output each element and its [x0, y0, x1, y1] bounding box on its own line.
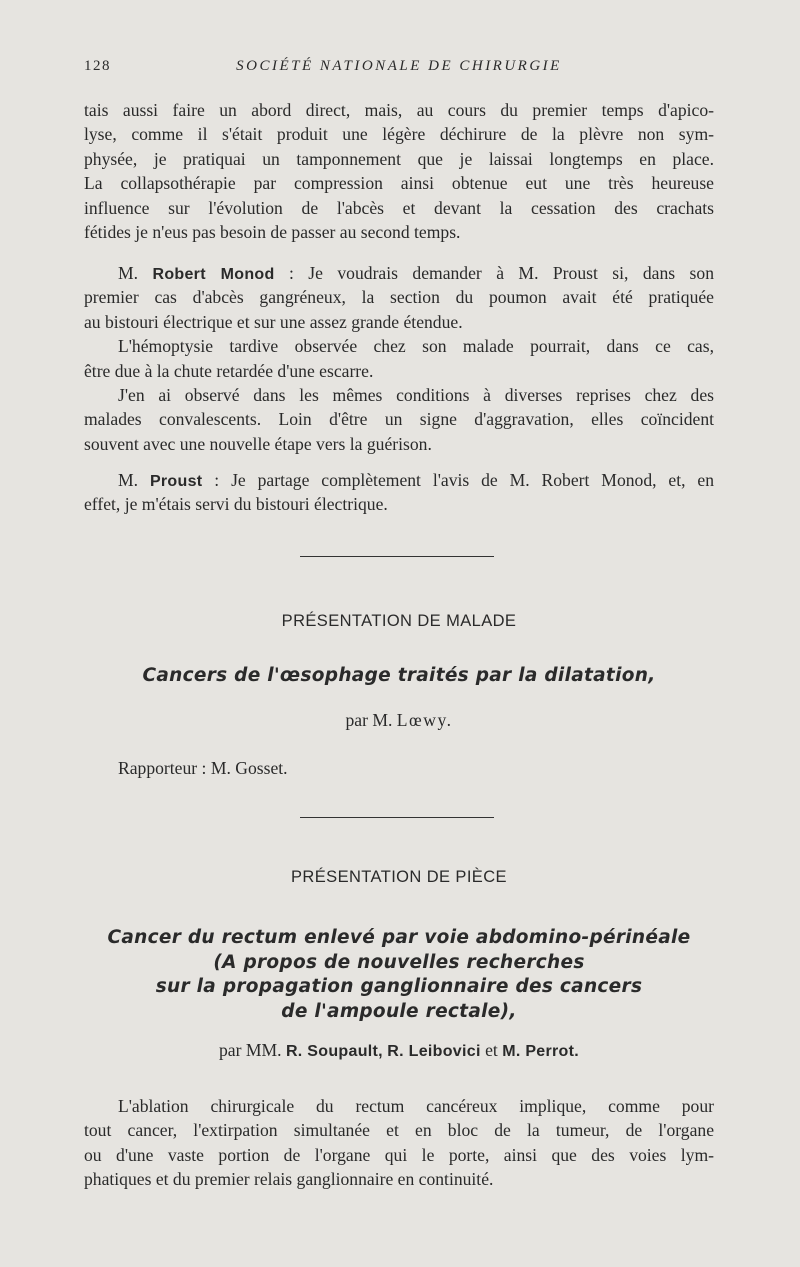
byline	[84, 1040, 714, 1061]
speaker-text: : Je partage complètement l'avis de M. Robert Monod, et, en	[202, 470, 714, 490]
author-name: Lœwy.	[396, 710, 453, 730]
author-name: R. Leibovici	[387, 1043, 481, 1060]
text-line: J'en ai observé dans les mêmes conditions à diverses reprises chez des	[118, 384, 714, 405]
page-header	[84, 58, 714, 82]
speaker-prefix: M.	[118, 470, 150, 490]
author-name: M. Perrot.	[502, 1043, 579, 1060]
text-line: au bistouri électrique et sur une assez grande étendue.	[84, 311, 463, 332]
text-line: phatiques et du premier relais ganglionnaire en continuité.	[84, 1169, 494, 1190]
text-line: L'ablation chirurgicale du rectum cancéreux implique, comme pour	[118, 1096, 714, 1116]
byline	[84, 710, 714, 731]
title-line: de l'ampoule rectale),	[281, 1000, 517, 1022]
speaker-name: Proust	[149, 473, 203, 490]
page-number: 128	[84, 58, 111, 74]
byline-prefix: par MM.	[219, 1040, 286, 1060]
byline-conjunction: et	[480, 1040, 503, 1060]
article-title	[84, 926, 714, 1024]
text-line: être due à la chute retardée d'une escarre.	[84, 360, 374, 381]
running-title: SOCIÉTÉ NATIONALE DE CHIRURGIE	[236, 58, 562, 74]
text-line: premier cas d'abcès gangréneux, la section du poumon avait été pratiquée	[84, 287, 714, 308]
article-title: Cancers de l'œsophage traités par la dilatation,	[142, 665, 656, 686]
paragraph-apicolyse	[84, 98, 714, 244]
text-line: ou d'une vaste portion de l'organe qui le porte, ainsi que des voies lym-	[84, 1144, 714, 1165]
rapporteur-line: Rapporteur : M. Gosset.	[118, 758, 288, 778]
text-line: fétides je n'eus pas besoin de passer au second temps.	[84, 221, 461, 242]
text-line: L'hémoptysie tardive observée chez son malade pourrait, dans ce cas,	[118, 336, 714, 357]
byline-prefix: par M.	[345, 710, 397, 730]
speaker-name: Robert Monod	[152, 266, 275, 283]
monod-remarks	[84, 261, 714, 456]
title-line: Cancer du rectum enlevé par voie abdomino-périnéale	[107, 927, 691, 948]
speaker-line	[84, 468, 714, 492]
section-heading: PRÉSENTATION DE MALADE	[281, 612, 517, 630]
title-line: (A propos de nouvelles recherches	[213, 951, 585, 973]
speaker-line	[84, 261, 714, 285]
proust-reply	[84, 468, 714, 517]
paragraph-ablation	[84, 1094, 714, 1192]
speaker-prefix: M.	[118, 263, 153, 283]
text-line: tais aussi faire un abord direct, mais, au cours du premier temps d'apico-	[84, 100, 714, 120]
text-line: La collapsothérapie par compression ainsi obtenue eut une très heureuse	[84, 173, 714, 194]
section-divider	[300, 817, 494, 818]
text-line: physée, je pratiquai un tamponnement que je laissai longtemps en place.	[84, 148, 714, 169]
section-divider	[300, 556, 494, 557]
text-line: effet, je m'étais servi du bistouri électrique.	[84, 494, 388, 515]
author-name: R. Soupault,	[285, 1043, 383, 1060]
section-heading: PRÉSENTATION DE PIÈCE	[291, 868, 507, 886]
text-line: tout cancer, l'extirpation simultanée et en bloc de la tumeur, de l'organe	[84, 1120, 714, 1141]
speaker-text: : Je voudrais demander à M. Proust si, dans son	[274, 263, 714, 283]
text-line: lyse, comme il s'était produit une légère déchirure de la plèvre non sym-	[84, 124, 714, 145]
text-line: influence sur l'évolution de l'abcès et devant la cessation des crachats	[84, 197, 714, 218]
text-line: souvent avec une nouvelle étape vers la guérison.	[84, 433, 432, 454]
title-line: sur la propagation ganglionnaire des cancers	[155, 976, 643, 997]
text-line: malades convalescents. Loin d'être un signe d'aggravation, elles coïncident	[84, 409, 714, 430]
